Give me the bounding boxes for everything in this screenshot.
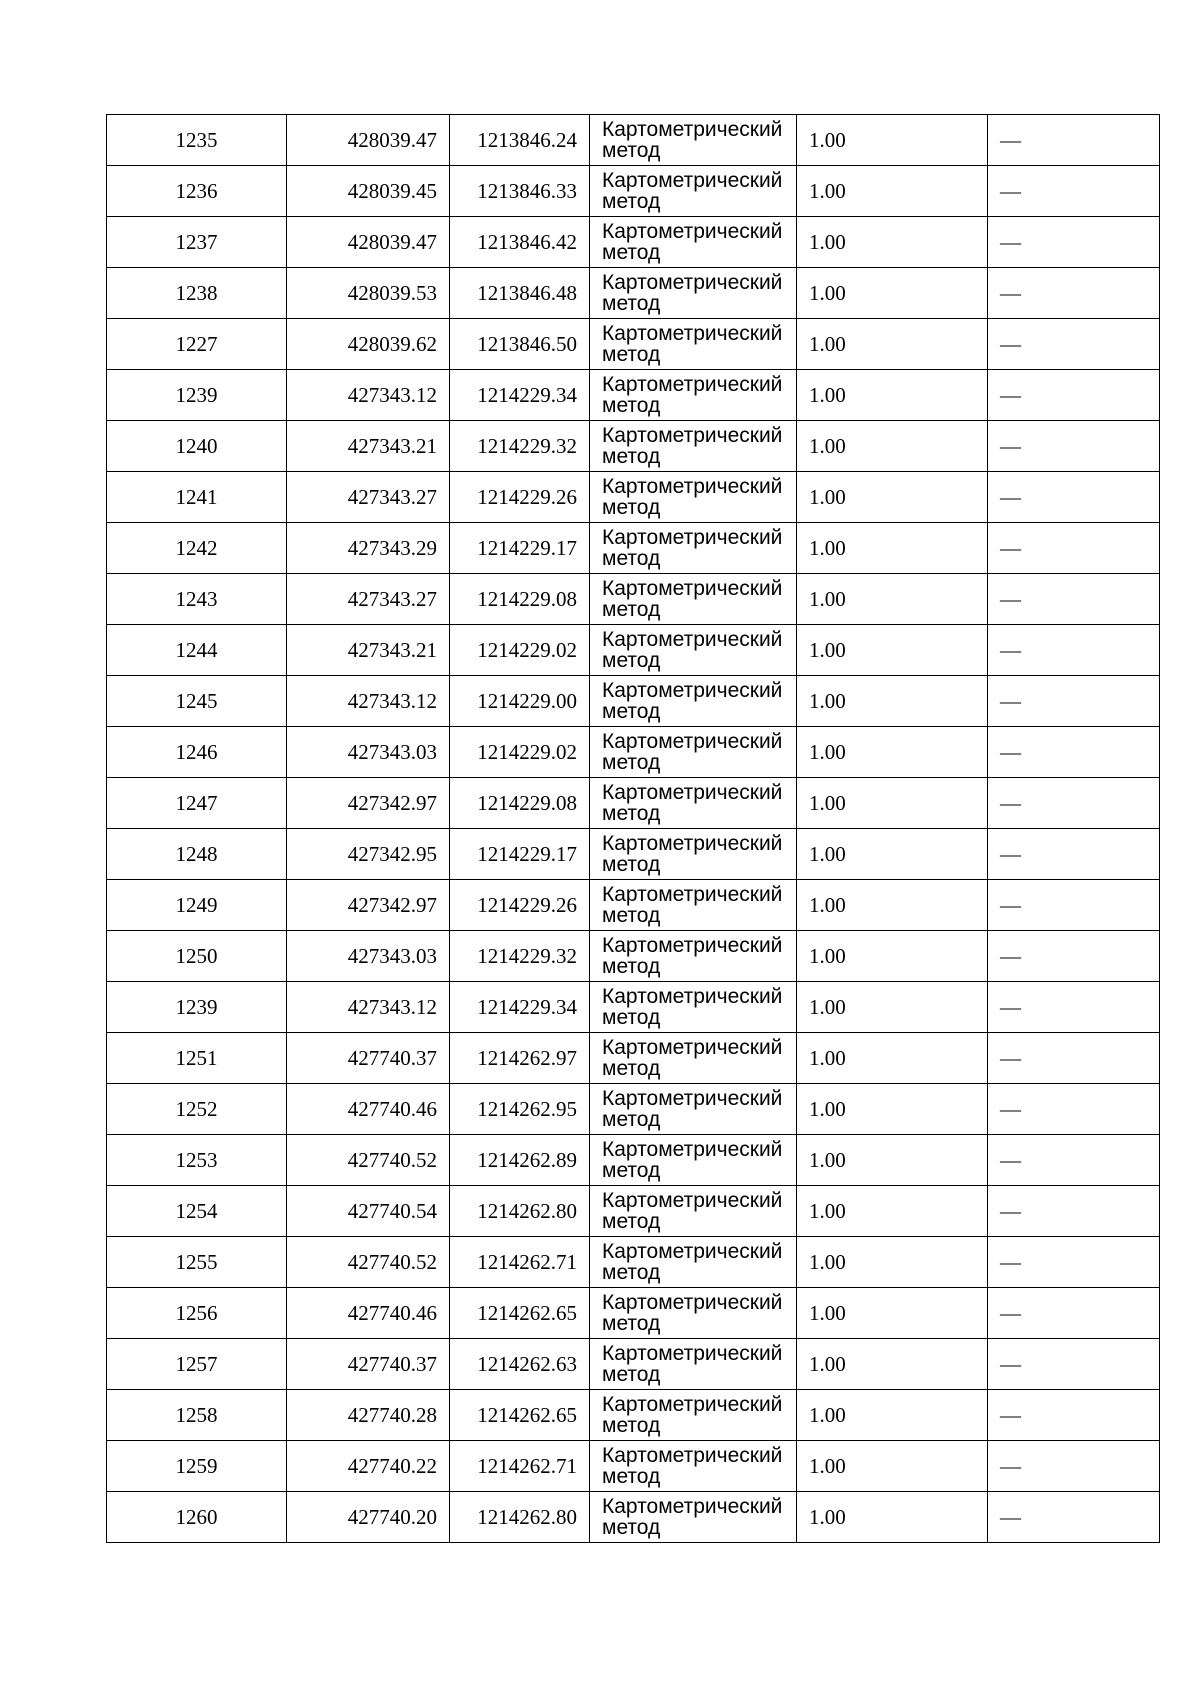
accuracy-cell: 1.00 xyxy=(797,625,988,676)
accuracy-cell: 1.00 xyxy=(797,268,988,319)
point-number-cell: 1244 xyxy=(107,625,287,676)
table-row xyxy=(107,676,1160,727)
x-coordinate-cell: 427740.54 xyxy=(287,1186,450,1237)
y-coordinate-cell: 1214229.08 xyxy=(450,574,590,625)
description-cell: — xyxy=(988,268,1160,319)
y-coordinate-cell: 1214229.00 xyxy=(450,676,590,727)
method-line-2: метод xyxy=(602,445,661,468)
method-line-1: Картометрический xyxy=(602,1189,783,1212)
description-cell: — xyxy=(988,1135,1160,1186)
table-row xyxy=(107,1084,1160,1135)
method-cell xyxy=(590,778,797,829)
x-coordinate-cell: 427342.97 xyxy=(287,880,450,931)
method-cell xyxy=(590,268,797,319)
method-cell xyxy=(590,1441,797,1492)
description-cell: — xyxy=(988,676,1160,727)
x-coordinate-cell: 427343.21 xyxy=(287,421,450,472)
method-line-1: Картометрический xyxy=(602,1291,783,1314)
method-line-2: метод xyxy=(602,1312,661,1335)
method-line-1: Картометрический xyxy=(602,832,783,855)
method-cell xyxy=(590,829,797,880)
accuracy-cell: 1.00 xyxy=(797,1339,988,1390)
table-row xyxy=(107,421,1160,472)
table-row xyxy=(107,370,1160,421)
y-coordinate-cell: 1214262.80 xyxy=(450,1186,590,1237)
description-cell: — xyxy=(988,982,1160,1033)
method-line-1: Картометрический xyxy=(602,628,783,651)
y-coordinate-cell: 1214229.08 xyxy=(450,778,590,829)
method-cell xyxy=(590,1492,797,1543)
point-number-cell: 1260 xyxy=(107,1492,287,1543)
method-cell xyxy=(590,1135,797,1186)
accuracy-cell: 1.00 xyxy=(797,1186,988,1237)
description-cell: — xyxy=(988,1084,1160,1135)
method-line-1: Картометрический xyxy=(602,271,783,294)
point-number-cell: 1249 xyxy=(107,880,287,931)
point-number-cell: 1257 xyxy=(107,1339,287,1390)
method-cell xyxy=(590,166,797,217)
y-coordinate-cell: 1214262.63 xyxy=(450,1339,590,1390)
x-coordinate-cell: 427343.27 xyxy=(287,472,450,523)
accuracy-cell: 1.00 xyxy=(797,1033,988,1084)
x-coordinate-cell: 428039.62 xyxy=(287,319,450,370)
point-number-cell: 1238 xyxy=(107,268,287,319)
method-cell xyxy=(590,217,797,268)
description-cell: — xyxy=(988,574,1160,625)
accuracy-cell: 1.00 xyxy=(797,727,988,778)
point-number-cell: 1253 xyxy=(107,1135,287,1186)
y-coordinate-cell: 1214262.65 xyxy=(450,1288,590,1339)
method-line-2: метод xyxy=(602,394,661,417)
description-cell: — xyxy=(988,1288,1160,1339)
point-number-cell: 1248 xyxy=(107,829,287,880)
method-line-2: метод xyxy=(602,1261,661,1284)
point-number-cell: 1254 xyxy=(107,1186,287,1237)
accuracy-cell: 1.00 xyxy=(797,370,988,421)
description-cell: — xyxy=(988,1186,1160,1237)
table-row xyxy=(107,523,1160,574)
method-line-2: метод xyxy=(602,1414,661,1437)
x-coordinate-cell: 427740.52 xyxy=(287,1135,450,1186)
x-coordinate-cell: 427343.12 xyxy=(287,676,450,727)
y-coordinate-cell: 1214229.32 xyxy=(450,421,590,472)
accuracy-cell: 1.00 xyxy=(797,1390,988,1441)
point-number-cell: 1246 xyxy=(107,727,287,778)
description-cell: — xyxy=(988,319,1160,370)
description-cell: — xyxy=(988,421,1160,472)
y-coordinate-cell: 1213846.48 xyxy=(450,268,590,319)
table-row xyxy=(107,1033,1160,1084)
description-cell: — xyxy=(988,931,1160,982)
method-cell xyxy=(590,370,797,421)
method-line-1: Картометрический xyxy=(602,424,783,447)
method-line-1: Картометрический xyxy=(602,220,783,243)
method-line-1: Картометрический xyxy=(602,577,783,600)
method-line-2: метод xyxy=(602,292,661,315)
table-row xyxy=(107,778,1160,829)
description-cell: — xyxy=(988,778,1160,829)
y-coordinate-cell: 1214229.02 xyxy=(450,625,590,676)
description-cell: — xyxy=(988,727,1160,778)
point-number-cell: 1235 xyxy=(107,115,287,166)
method-line-2: метод xyxy=(602,853,661,876)
x-coordinate-cell: 427343.12 xyxy=(287,370,450,421)
table-row xyxy=(107,880,1160,931)
table-row xyxy=(107,166,1160,217)
description-cell: — xyxy=(988,829,1160,880)
accuracy-cell: 1.00 xyxy=(797,880,988,931)
table-row xyxy=(107,1186,1160,1237)
y-coordinate-cell: 1213846.50 xyxy=(450,319,590,370)
method-line-2: метод xyxy=(602,1363,661,1386)
method-line-1: Картометрический xyxy=(602,1342,783,1365)
y-coordinate-cell: 1214229.02 xyxy=(450,727,590,778)
description-cell: — xyxy=(988,1237,1160,1288)
description-cell: — xyxy=(988,625,1160,676)
accuracy-cell: 1.00 xyxy=(797,1135,988,1186)
method-line-2: метод xyxy=(602,649,661,672)
method-cell xyxy=(590,1288,797,1339)
x-coordinate-cell: 427740.28 xyxy=(287,1390,450,1441)
table-row xyxy=(107,1135,1160,1186)
description-cell: — xyxy=(988,880,1160,931)
y-coordinate-cell: 1214262.95 xyxy=(450,1084,590,1135)
point-number-cell: 1227 xyxy=(107,319,287,370)
method-cell xyxy=(590,574,797,625)
method-line-2: метод xyxy=(602,1210,661,1233)
point-number-cell: 1247 xyxy=(107,778,287,829)
x-coordinate-cell: 427342.95 xyxy=(287,829,450,880)
method-cell xyxy=(590,676,797,727)
point-number-cell: 1252 xyxy=(107,1084,287,1135)
method-line-2: метод xyxy=(602,1465,661,1488)
method-line-2: метод xyxy=(602,955,661,978)
method-cell xyxy=(590,727,797,778)
description-cell: — xyxy=(988,1492,1160,1543)
x-coordinate-cell: 427343.12 xyxy=(287,982,450,1033)
method-cell xyxy=(590,625,797,676)
method-line-1: Картометрический xyxy=(602,169,783,192)
method-cell xyxy=(590,1084,797,1135)
method-line-1: Картометрический xyxy=(602,322,783,345)
x-coordinate-cell: 427343.03 xyxy=(287,931,450,982)
y-coordinate-cell: 1214229.26 xyxy=(450,472,590,523)
accuracy-cell: 1.00 xyxy=(797,1237,988,1288)
x-coordinate-cell: 427740.22 xyxy=(287,1441,450,1492)
table-row xyxy=(107,115,1160,166)
description-cell: — xyxy=(988,1441,1160,1492)
y-coordinate-cell: 1213846.33 xyxy=(450,166,590,217)
point-number-cell: 1256 xyxy=(107,1288,287,1339)
description-cell: — xyxy=(988,115,1160,166)
point-number-cell: 1259 xyxy=(107,1441,287,1492)
method-line-1: Картометрический xyxy=(602,118,783,141)
table-row xyxy=(107,727,1160,778)
method-cell xyxy=(590,1339,797,1390)
method-line-2: метод xyxy=(602,139,661,162)
accuracy-cell: 1.00 xyxy=(797,829,988,880)
method-line-1: Картометрический xyxy=(602,373,783,396)
method-cell xyxy=(590,421,797,472)
table-row xyxy=(107,217,1160,268)
description-cell: — xyxy=(988,217,1160,268)
method-line-2: метод xyxy=(602,802,661,825)
table-row xyxy=(107,982,1160,1033)
accuracy-cell: 1.00 xyxy=(797,166,988,217)
coordinates-table xyxy=(106,114,1160,1543)
method-cell xyxy=(590,472,797,523)
method-line-2: метод xyxy=(602,241,661,264)
y-coordinate-cell: 1214262.71 xyxy=(450,1441,590,1492)
x-coordinate-cell: 427343.21 xyxy=(287,625,450,676)
method-line-2: метод xyxy=(602,1108,661,1131)
description-cell: — xyxy=(988,370,1160,421)
point-number-cell: 1239 xyxy=(107,982,287,1033)
y-coordinate-cell: 1214262.80 xyxy=(450,1492,590,1543)
accuracy-cell: 1.00 xyxy=(797,523,988,574)
method-cell xyxy=(590,319,797,370)
point-number-cell: 1239 xyxy=(107,370,287,421)
description-cell: — xyxy=(988,523,1160,574)
method-cell xyxy=(590,1237,797,1288)
x-coordinate-cell: 428039.45 xyxy=(287,166,450,217)
y-coordinate-cell: 1214262.89 xyxy=(450,1135,590,1186)
point-number-cell: 1255 xyxy=(107,1237,287,1288)
point-number-cell: 1258 xyxy=(107,1390,287,1441)
method-line-1: Картометрический xyxy=(602,985,783,1008)
method-line-1: Картометрический xyxy=(602,1138,783,1161)
x-coordinate-cell: 427740.20 xyxy=(287,1492,450,1543)
method-line-1: Картометрический xyxy=(602,883,783,906)
method-line-1: Картометрический xyxy=(602,1240,783,1263)
accuracy-cell: 1.00 xyxy=(797,115,988,166)
method-line-2: метод xyxy=(602,190,661,213)
table-row xyxy=(107,829,1160,880)
table-row xyxy=(107,931,1160,982)
x-coordinate-cell: 428039.53 xyxy=(287,268,450,319)
x-coordinate-cell: 427342.97 xyxy=(287,778,450,829)
accuracy-cell: 1.00 xyxy=(797,1084,988,1135)
y-coordinate-cell: 1214229.26 xyxy=(450,880,590,931)
method-line-1: Картометрический xyxy=(602,1495,783,1518)
description-cell: — xyxy=(988,472,1160,523)
method-line-2: метод xyxy=(602,700,661,723)
method-cell xyxy=(590,880,797,931)
accuracy-cell: 1.00 xyxy=(797,982,988,1033)
accuracy-cell: 1.00 xyxy=(797,574,988,625)
method-line-2: метод xyxy=(602,547,661,570)
accuracy-cell: 1.00 xyxy=(797,1492,988,1543)
table-row xyxy=(107,1441,1160,1492)
method-line-1: Картометрический xyxy=(602,934,783,957)
point-number-cell: 1240 xyxy=(107,421,287,472)
x-coordinate-cell: 428039.47 xyxy=(287,217,450,268)
y-coordinate-cell: 1214229.34 xyxy=(450,370,590,421)
accuracy-cell: 1.00 xyxy=(797,472,988,523)
point-number-cell: 1241 xyxy=(107,472,287,523)
point-number-cell: 1250 xyxy=(107,931,287,982)
coordinates-table-body xyxy=(107,115,1160,1543)
table-row xyxy=(107,574,1160,625)
method-line-1: Картометрический xyxy=(602,1444,783,1467)
method-line-2: метод xyxy=(602,904,661,927)
x-coordinate-cell: 427343.27 xyxy=(287,574,450,625)
table-row xyxy=(107,1492,1160,1543)
x-coordinate-cell: 427740.46 xyxy=(287,1288,450,1339)
accuracy-cell: 1.00 xyxy=(797,319,988,370)
method-cell xyxy=(590,523,797,574)
point-number-cell: 1242 xyxy=(107,523,287,574)
method-line-1: Картометрический xyxy=(602,475,783,498)
table-row xyxy=(107,1390,1160,1441)
accuracy-cell: 1.00 xyxy=(797,217,988,268)
accuracy-cell: 1.00 xyxy=(797,1441,988,1492)
method-line-1: Картометрический xyxy=(602,1087,783,1110)
table-row xyxy=(107,472,1160,523)
accuracy-cell: 1.00 xyxy=(797,778,988,829)
method-line-1: Картометрический xyxy=(602,1036,783,1059)
y-coordinate-cell: 1213846.42 xyxy=(450,217,590,268)
description-cell: — xyxy=(988,1033,1160,1084)
x-coordinate-cell: 427740.46 xyxy=(287,1084,450,1135)
method-line-1: Картометрический xyxy=(602,730,783,753)
x-coordinate-cell: 427740.37 xyxy=(287,1033,450,1084)
point-number-cell: 1245 xyxy=(107,676,287,727)
table-row xyxy=(107,1237,1160,1288)
y-coordinate-cell: 1214229.34 xyxy=(450,982,590,1033)
accuracy-cell: 1.00 xyxy=(797,931,988,982)
method-line-2: метод xyxy=(602,343,661,366)
method-cell xyxy=(590,115,797,166)
method-cell xyxy=(590,931,797,982)
table-row xyxy=(107,625,1160,676)
method-line-2: метод xyxy=(602,1516,661,1539)
method-line-1: Картометрический xyxy=(602,1393,783,1416)
method-cell xyxy=(590,1390,797,1441)
x-coordinate-cell: 427740.37 xyxy=(287,1339,450,1390)
y-coordinate-cell: 1214229.32 xyxy=(450,931,590,982)
method-line-2: метод xyxy=(602,1159,661,1182)
method-line-1: Картометрический xyxy=(602,679,783,702)
method-line-2: метод xyxy=(602,1057,661,1080)
point-number-cell: 1236 xyxy=(107,166,287,217)
y-coordinate-cell: 1214262.97 xyxy=(450,1033,590,1084)
method-line-2: метод xyxy=(602,1006,661,1029)
x-coordinate-cell: 427343.03 xyxy=(287,727,450,778)
y-coordinate-cell: 1213846.24 xyxy=(450,115,590,166)
y-coordinate-cell: 1214229.17 xyxy=(450,829,590,880)
point-number-cell: 1243 xyxy=(107,574,287,625)
y-coordinate-cell: 1214262.71 xyxy=(450,1237,590,1288)
accuracy-cell: 1.00 xyxy=(797,1288,988,1339)
accuracy-cell: 1.00 xyxy=(797,421,988,472)
method-line-1: Картометрический xyxy=(602,781,783,804)
table-row xyxy=(107,319,1160,370)
method-cell xyxy=(590,1186,797,1237)
point-number-cell: 1237 xyxy=(107,217,287,268)
method-line-2: метод xyxy=(602,751,661,774)
method-cell xyxy=(590,982,797,1033)
description-cell: — xyxy=(988,1390,1160,1441)
description-cell: — xyxy=(988,1339,1160,1390)
y-coordinate-cell: 1214262.65 xyxy=(450,1390,590,1441)
method-line-2: метод xyxy=(602,598,661,621)
table-row xyxy=(107,268,1160,319)
method-line-2: метод xyxy=(602,496,661,519)
method-cell xyxy=(590,1033,797,1084)
description-cell: — xyxy=(988,166,1160,217)
x-coordinate-cell: 427343.29 xyxy=(287,523,450,574)
table-row xyxy=(107,1339,1160,1390)
accuracy-cell: 1.00 xyxy=(797,676,988,727)
x-coordinate-cell: 427740.52 xyxy=(287,1237,450,1288)
method-line-1: Картометрический xyxy=(602,526,783,549)
point-number-cell: 1251 xyxy=(107,1033,287,1084)
y-coordinate-cell: 1214229.17 xyxy=(450,523,590,574)
x-coordinate-cell: 428039.47 xyxy=(287,115,450,166)
table-row xyxy=(107,1288,1160,1339)
